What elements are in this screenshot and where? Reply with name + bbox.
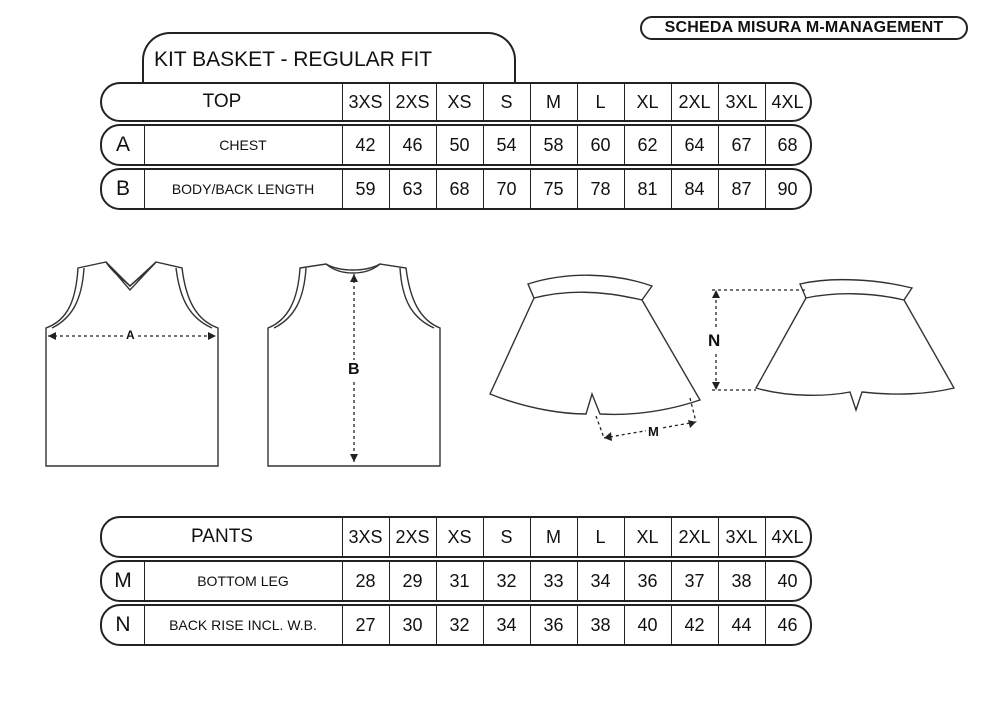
top-row-letter: B <box>115 177 130 200</box>
top-size: 2XL <box>678 91 711 112</box>
length-measure-label: B <box>348 361 360 378</box>
pants-title: PANTS <box>191 526 253 547</box>
pants-row-letter: N <box>115 613 131 636</box>
rise-value: 46 <box>777 614 798 635</box>
pants-row-letter: M <box>114 569 132 592</box>
chest-value: 64 <box>684 134 705 155</box>
leg-value: 31 <box>449 570 470 591</box>
leg-value: 28 <box>355 570 376 591</box>
top-size: M <box>546 91 561 112</box>
sheet-title-badge: SCHEDA MISURA M-MANAGEMENT <box>640 16 968 40</box>
chest-value: 46 <box>402 134 423 155</box>
pants-size: XL <box>636 526 659 547</box>
leg-value: 34 <box>590 570 611 591</box>
leg-measure-label: M <box>648 424 659 439</box>
length-value: 68 <box>449 178 470 199</box>
length-value: 78 <box>590 178 611 199</box>
top-title: TOP <box>202 91 242 112</box>
pants-size: XS <box>447 526 472 547</box>
chest-value: 62 <box>637 134 658 155</box>
pants-size: 3XS <box>348 526 383 547</box>
leg-value: 37 <box>684 570 705 591</box>
rise-value: 36 <box>543 614 564 635</box>
pants-size: S <box>500 526 513 547</box>
top-size: 4XL <box>771 91 804 112</box>
pants-size: M <box>546 526 561 547</box>
leg-value: 38 <box>731 570 752 591</box>
leg-value: 40 <box>777 570 798 591</box>
top-size: 2XS <box>395 91 430 112</box>
rise-measure-label: N <box>708 331 721 350</box>
chest-value: 67 <box>731 134 752 155</box>
shorts-back-drawing <box>756 280 954 410</box>
chest-value: 42 <box>355 134 376 155</box>
chest-measure-label: A <box>126 328 135 342</box>
length-value: 81 <box>637 178 658 199</box>
length-value: 70 <box>496 178 517 199</box>
chest-value: 60 <box>590 134 611 155</box>
length-value: 63 <box>402 178 423 199</box>
rise-value: 44 <box>731 614 752 635</box>
leg-value: 36 <box>637 570 658 591</box>
rise-value: 42 <box>684 614 705 635</box>
rise-value: 30 <box>402 614 423 635</box>
pants-size: 2XL <box>678 526 711 547</box>
rise-value: 40 <box>637 614 658 635</box>
chest-value: 68 <box>777 134 798 155</box>
pants-row-label: BOTTOM LEG <box>197 573 289 589</box>
leg-value: 29 <box>402 570 423 591</box>
length-value: 87 <box>731 178 752 199</box>
top-size: XL <box>636 91 659 112</box>
leg-value: 33 <box>543 570 564 591</box>
top-row-letter: A <box>115 133 130 156</box>
top-size: 3XS <box>348 91 383 112</box>
chest-value: 50 <box>449 134 470 155</box>
rise-value: 32 <box>449 614 470 635</box>
pants-row-label: BACK RISE INCL. W.B. <box>169 617 317 633</box>
top-size: S <box>500 91 513 112</box>
pants-size: 3XL <box>725 526 758 547</box>
top-size: XS <box>447 91 472 112</box>
jersey-front-drawing <box>46 262 218 466</box>
length-value: 75 <box>543 178 564 199</box>
rise-value: 27 <box>355 614 376 635</box>
pants-size: 2XS <box>395 526 430 547</box>
top-size: 3XL <box>725 91 758 112</box>
length-value: 84 <box>684 178 705 199</box>
top-size: L <box>595 91 606 112</box>
product-title: KIT BASKET - REGULAR FIT <box>154 48 433 71</box>
length-value: 90 <box>777 178 798 199</box>
shorts-front-drawing <box>490 275 700 414</box>
pants-size: L <box>595 526 606 547</box>
rise-value: 34 <box>496 614 517 635</box>
chest-value: 54 <box>496 134 517 155</box>
top-row-label: BODY/BACK LENGTH <box>171 181 315 197</box>
leg-value: 32 <box>496 570 517 591</box>
top-row-label: CHEST <box>219 137 267 153</box>
length-value: 59 <box>355 178 376 199</box>
pants-size: 4XL <box>771 526 804 547</box>
chest-value: 58 <box>543 134 564 155</box>
rise-value: 38 <box>590 614 611 635</box>
